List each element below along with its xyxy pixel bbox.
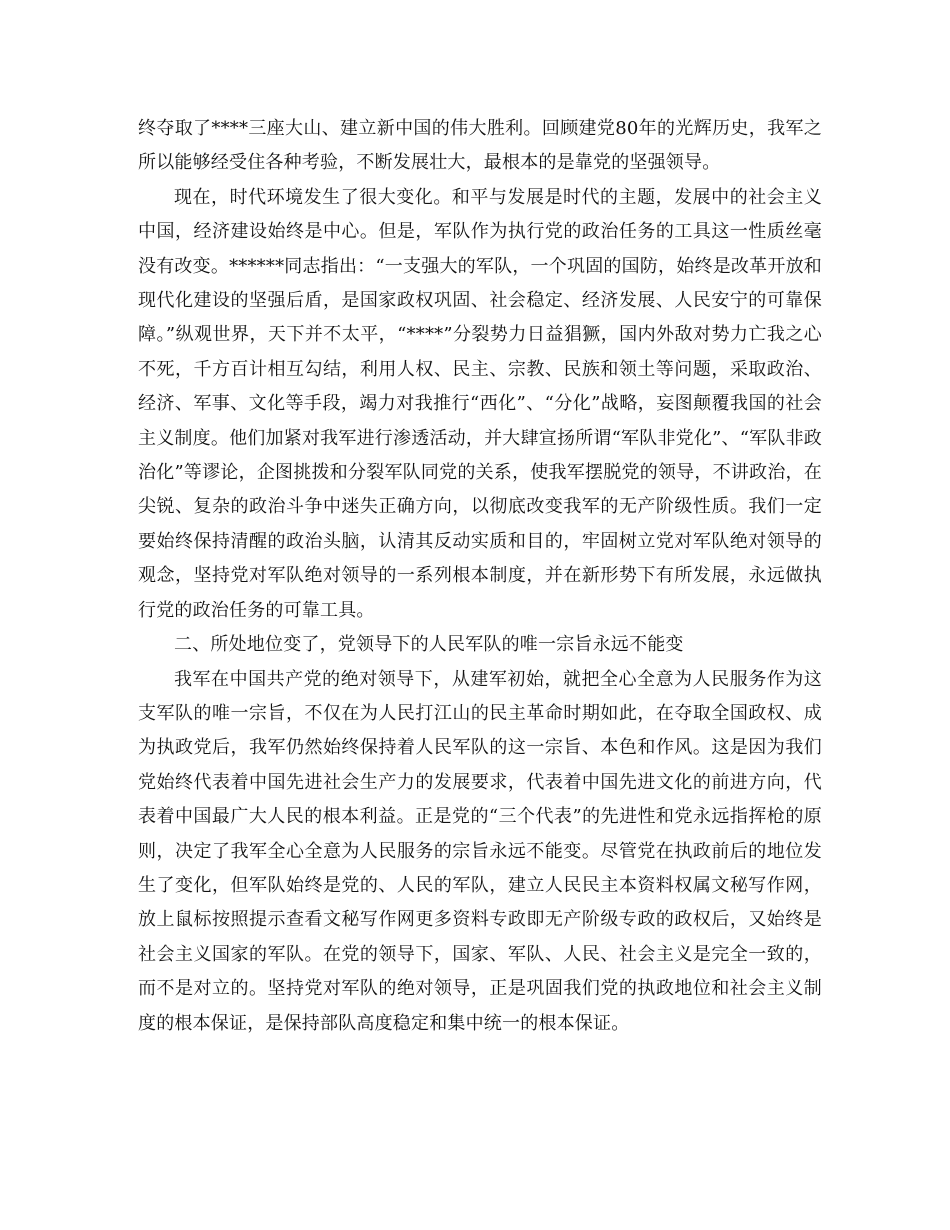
section-heading-2: 二、所处地位变了，党领导下的人民军队的唯一宗旨永远不能变 — [174, 634, 684, 656]
paragraph-purpose: 我军在中国共产党的绝对领导下，从建军初始，就把全心全意为人民服务作为这支军队的唯一宗旨，不仅在为人民打江山的民主革命时期如此，在夺取全国政权、成为执政党后，我军仍然始终保持着人民军队的这一宗旨、本色和作风。这是因为我们党始终代表着中国先进社会生产力的发展要求，代表着中国先进文化的前进方向，代表着中国最广大人民的根本利益。正是党的“三个代表”的先进性和党永远指挥枪的原则，决定了我军全心全意为人民服务的宗旨永远不能变。尽管党在执政前后的地位发生了变化，但军队始终是党的、人民的军队，建立人民民主本资料权属文秘写作网，放上鼠标按照提示查看文秘写作网更多资料专政即无产阶级专政的政权后，又始终是社会主义国家的军队。在党的领导下，国家、军队、人民、社会主义是完全一致的，而不是对立的。坚持党对军队的绝对领导，正是巩固我们党的执政地位和社会主义制度的根本保证，是保持部队高度稳定和集中统一的根本保证。 — [138, 668, 822, 1034]
paragraph-closing-previous: 终夺取了****三座大山、建立新中国的伟大胜利。回顾建党80年的光辉历史，我军之所以能够经受住各种考验，不断发展壮大，最根本的是靠党的坚强领导。 — [138, 118, 822, 174]
document-body — [138, 112, 822, 1041]
paragraph-current-situation: 现在，时代环境发生了很大变化。和平与发展是时代的主题，发展中的社会主义中国，经济建设始终是中心。但是，军队作为执行党的政治任务的工具这一性质丝毫没有改变。******同志指出：“一支强大的军队，一个巩固的国防，始终是改革开放和现代化建设的坚强后盾，是国家政权巩固、社会稳定、经济发展、人民安宁的可靠保障。”纵观世界，天下并不太平，“****”分裂势力日益猖獗，国内外敌对势力亡我之心不死，千方百计相互勾结，利用人权、民主、宗教、民族和领土等问题，采取政治、经济、军事、文化等手段，竭力对我推行“西化”、“分化”战略，妄图颠覆我国的社会主义制度。他们加紧对我军进行渗透活动，并大肆宣扬所谓“军队非党化”、“军队非政治化”等谬论，企图挑拨和分裂军队同党的关系，使我军摆脱党的领导，不讲政治，在尖锐、复杂的政治斗争中迷失正确方向，以彻底改变我军的无产阶级性质。我们一定要始终保持清醒的政治头脑，认清其反动实质和目的，牢固树立党对军队绝对领导的观念，坚持党对军队绝对领导的一系列根本制度，并在新形势下有所发展，永远做执行党的政治任务的可靠工具。 — [138, 186, 822, 621]
